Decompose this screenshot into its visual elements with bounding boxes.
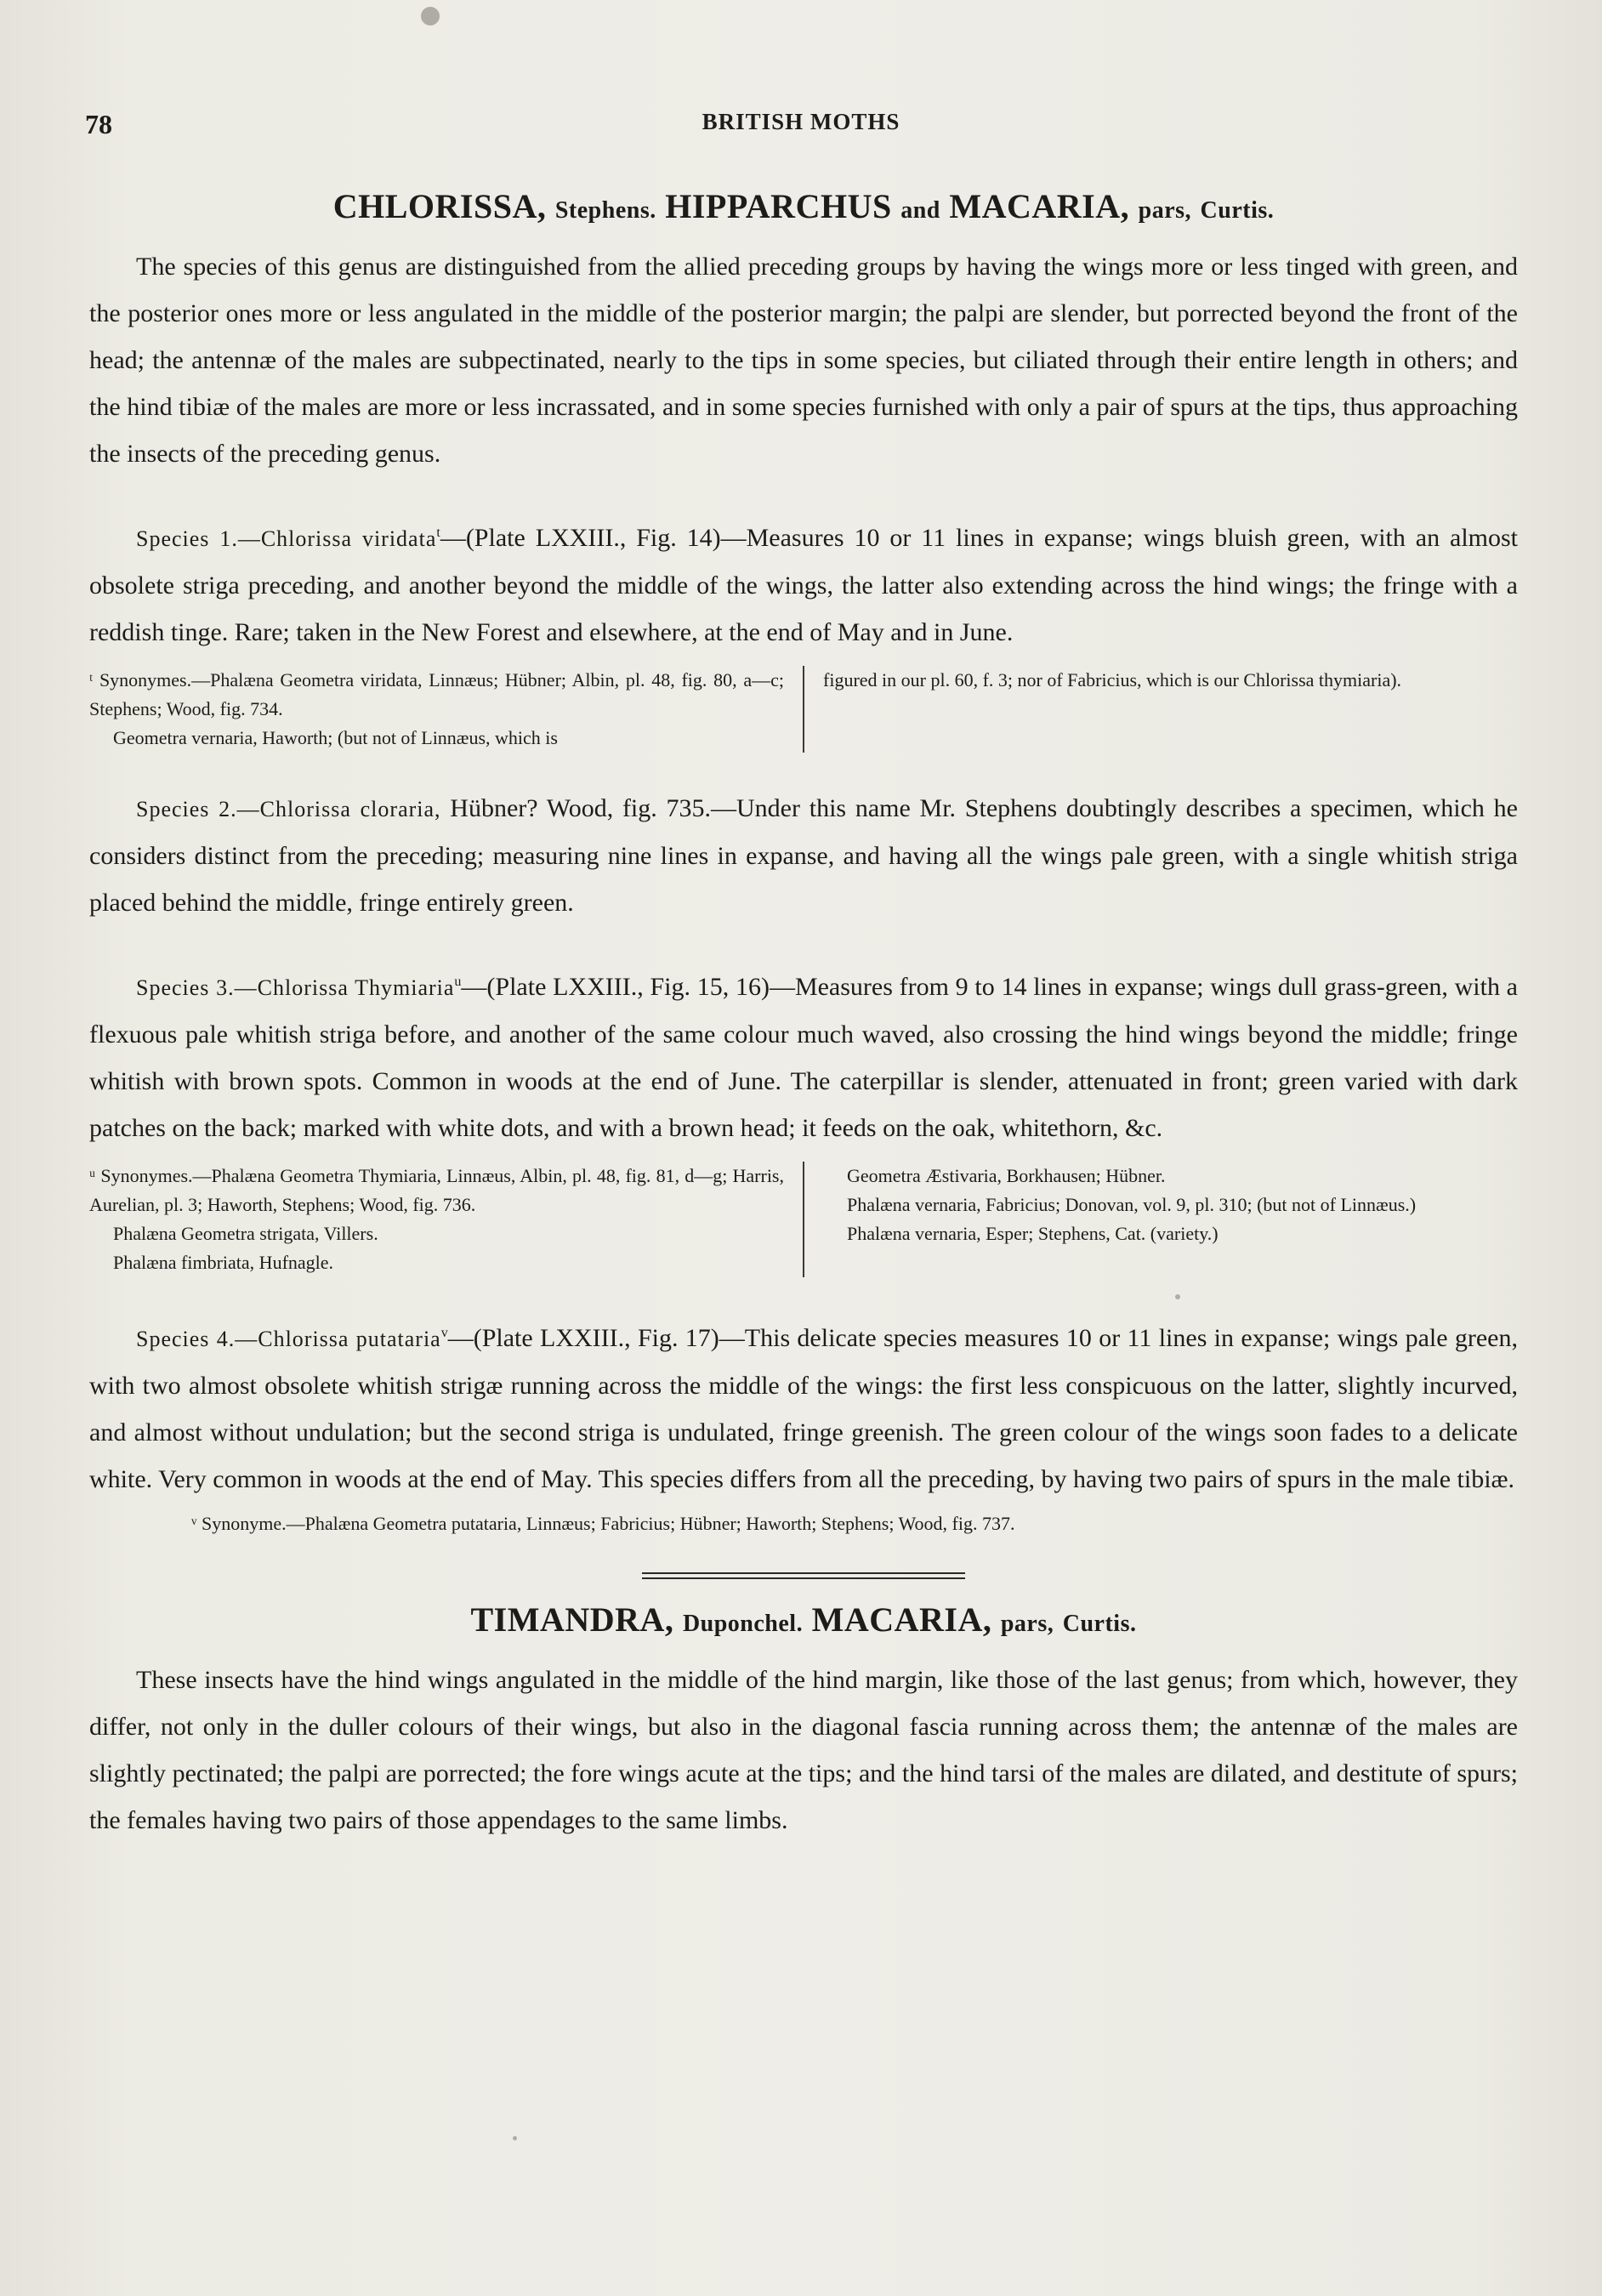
alt-genus-name: MACARIA,	[811, 1600, 992, 1639]
species-label: Species 2.—Chlorissa cloraria,	[136, 797, 441, 821]
section-divider	[642, 1572, 965, 1579]
species-entry-2	[89, 785, 1518, 926]
species-paragraph	[89, 958, 1518, 1151]
alt-genus-name-2: MACARIA,	[949, 187, 1130, 225]
species-entry-4	[89, 1310, 1518, 1538]
ink-dot	[513, 2136, 517, 2140]
species-text: Hübner? Wood, fig. 735.—Under this name Mr. Stephens doubtingly describes a specimen, which he considers distinct from the preceding; measuring nine lines in expanse, and having all the wings pale green, with a single whitish striga placed behind the middle, fringe entirely green.	[89, 794, 1518, 917]
species-paragraph	[89, 509, 1518, 656]
footnote-mark: u	[454, 975, 462, 989]
note-line: figured in our pl. 60, f. 3; nor of Fabricius, which is our Chlorissa thymiaria).	[823, 669, 1402, 691]
running-head: BRITISH MOTHS	[702, 109, 900, 134]
genus-author: Stephens.	[554, 197, 656, 224]
ink-smudge	[421, 7, 440, 26]
synonym-notes	[89, 666, 1518, 753]
species-label: Species 1.—Chlorissa viridata	[136, 526, 437, 551]
notes-left-column	[89, 666, 803, 753]
note-line: ᵗ Synonymes.—Phalæna Geometra viridata, Linnæus; Hübner; Albin, pl. 48, fig. 80, a—c; Stephens; Wood, fig. 734.	[89, 669, 784, 719]
genus-heading-timandra	[89, 1596, 1518, 1648]
alt-genus-author: Curtis.	[1062, 1611, 1137, 1637]
notes-right-column	[803, 1162, 1518, 1277]
genus-name: TIMANDRA,	[470, 1600, 674, 1639]
species-text: —(Plate LXXIII., Fig. 17)—This delicate species measures 10 or 11 lines in expanse; wings pale green, with two almost obsolete whitish strigæ running across the middle of the wings: the first less conspicuous on the latter, slightly incurved, and almost without undulation; but the second striga is undulated, fringe greenish. The green colour of the wings soon fades to a delicate white. Very common in woods at the end of May. This species differs from all the preceding, by having two pairs of spurs in the male tibiæ.	[89, 1324, 1518, 1493]
species-entry-3	[89, 958, 1518, 1277]
genus-author: Duponchel.	[682, 1611, 804, 1637]
note-line: Phalæna Geometra strigata, Villers.	[113, 1223, 378, 1244]
note-line: Phalæna fimbriata, Hufnagle.	[113, 1252, 334, 1273]
footnote-mark: t	[436, 526, 440, 540]
notes-left-column	[89, 1162, 803, 1277]
page-number: 78	[85, 109, 112, 139]
note-line: ᵘ Synonymes.—Phalæna Geometra Thymiaria, Linnæus, Albin, pl. 48, fig. 81, d—g; Harris, Aurelian, pl. 3; Haworth, Stephens; Wood, fig. 736.	[89, 1165, 784, 1215]
footnote-mark: v	[440, 1326, 448, 1340]
species-paragraph	[89, 785, 1518, 926]
notes-right-column	[803, 666, 1518, 753]
species-label: Species 3.—Chlorissa Thymiaria	[136, 975, 455, 1000]
note-line: Phalæna vernaria, Esper; Stephens, Cat. (variety.)	[847, 1223, 1219, 1244]
alt-genus-author: Curtis.	[1200, 197, 1275, 224]
pars-word: pars,	[1000, 1611, 1054, 1637]
species-entry-1	[89, 509, 1518, 753]
genus-description: The species of this genus are distinguished from the allied preceding groups by having the wings more or less tinged with green, and the posterior ones more or less angulated in the middle of the posterior margin; the palpi are slender, but porrected beyond the front of the head; the antennæ of the males are subpectinated, nearly to the tips in some species, but ciliated through their entire length in others; and the hind tibiæ of the males are more or less incrassated, and in some species furnished with only a pair of spurs at the tips, thus approaching the insects of the preceding genus.	[89, 253, 1518, 468]
note-line: Geometra Æstivaria, Borkhausen; Hübner.	[847, 1165, 1166, 1186]
note-line: Phalæna vernaria, Fabricius; Donovan, vol. 9, pl. 310; (but not of Linnæus.)	[847, 1194, 1417, 1215]
page-content	[89, 183, 1518, 1844]
note-line: Geometra vernaria, Haworth; (but not of Linnæus, which is	[113, 727, 558, 748]
species-text: —(Plate LXXIII., Fig. 14)—Measures 10 or 11 lines in expanse; wings bluish green, with an almost obsolete striga preceding, and another beyond the middle of the wings, the latter also extending across the hind wings; the fringe with a reddish tinge. Rare; taken in the New Forest and elsewhere, at the end of May and in June.	[89, 524, 1518, 646]
alt-genus-name: HIPPARCHUS	[665, 187, 892, 225]
synonym-notes	[89, 1162, 1518, 1277]
species-label: Species 4.—Chlorissa putataria	[136, 1327, 441, 1351]
genus-description: These insects have the hind wings angulated in the middle of the hind margin, like those of the last genus; from which, however, they differ, not only in the duller colours of their wings, but also in the diagonal fascia running across them; the antennæ of the males are slightly pectinated; the palpi are porrected; the fore wings acute at the tips; and the hind tarsi of the males are dilated, and destitute of spurs; the females having two pairs of those appendages to the same limbs.	[89, 1666, 1518, 1834]
page-header	[85, 109, 1517, 143]
pars-word: pars,	[1138, 197, 1192, 224]
synonym-note: ᵛ Synonyme.—Phalæna Geometra putataria, Linnæus; Fabricius; Hübner; Haworth; Stephens; Wood, fig. 737.	[191, 1513, 1015, 1534]
genus-name: CHLORISSA,	[332, 187, 547, 225]
species-paragraph	[89, 1310, 1518, 1503]
and-word: and	[900, 197, 940, 224]
species-text: —(Plate LXXIII., Fig. 15, 16)—Measures from 9 to 14 lines in expanse; wings dull grass-green, with a flexuous pale whitish striga before, and another of the same colour much waved, also crossing the hind wings beyond the middle; fringe whitish with brown spots. Common in woods at the end of June. The caterpillar is slender, attenuated in front; green varied with dark patches on the back; marked with white dots, and with a brown head; it feeds on the oak, whitethorn, &c.	[89, 973, 1518, 1142]
genus-heading-chlorissa	[89, 183, 1518, 235]
